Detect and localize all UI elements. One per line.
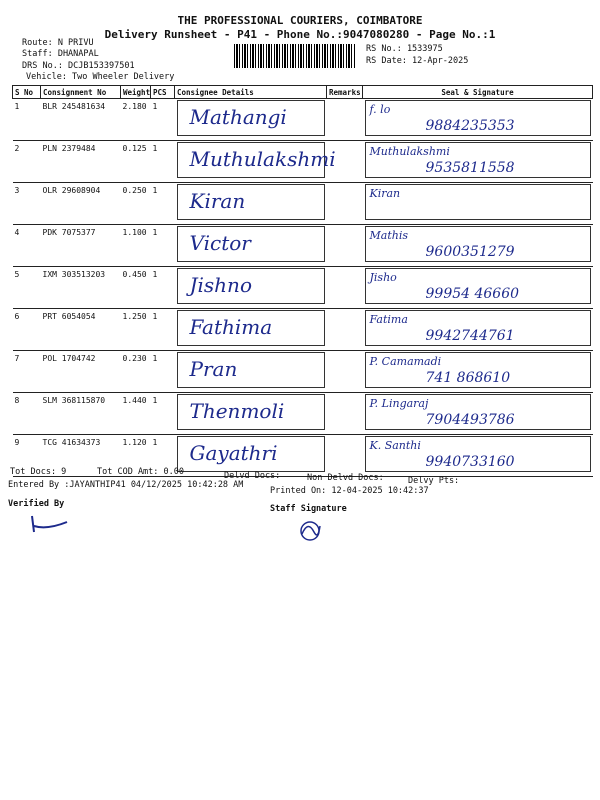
table-header (13, 86, 593, 99)
row-pcs: 1 (151, 183, 175, 225)
row-consignee (175, 225, 327, 267)
row-signature (363, 351, 593, 393)
row-sno: 5 (13, 267, 41, 309)
table-row (13, 183, 593, 225)
consignee-name: Kiran (189, 189, 246, 213)
row-sno: 7 (13, 351, 41, 393)
row-sno: 1 (13, 99, 41, 141)
row-signature (363, 267, 593, 309)
row-pcs: 1 (151, 435, 175, 477)
row-remarks (327, 309, 363, 351)
signature-phone: 9535811558 (425, 160, 515, 176)
consignee-name: Mathangi (189, 105, 287, 129)
signature-phone: 99954 46660 (425, 286, 520, 302)
row-remarks (327, 351, 363, 393)
consignee-name: Muthulakshmi (189, 147, 336, 171)
row-signature (363, 435, 593, 477)
row-consignment-no: PDK 7075377 (41, 225, 121, 267)
row-consignee (175, 99, 327, 141)
staff-signature-mark (290, 516, 330, 546)
staff-signature-label: Staff Signature (270, 504, 347, 514)
row-weight: 0.125 (121, 141, 151, 183)
row-weight: 2.180 (121, 99, 151, 141)
row-consignee (175, 351, 327, 393)
row-consignee (175, 309, 327, 351)
table-row (13, 99, 593, 141)
non-delivered-docs: Non Delvd Docs: (307, 473, 384, 483)
row-signature (363, 225, 593, 267)
row-sno: 4 (13, 225, 41, 267)
row-consignee (175, 183, 327, 225)
row-consignee (175, 267, 327, 309)
col-weight: Weight (121, 86, 151, 99)
col-consignee: Consignee Details (175, 86, 327, 99)
row-remarks (327, 393, 363, 435)
signature-phone: 9884235353 (425, 118, 515, 134)
row-signature (363, 141, 593, 183)
signature-text: Fatima (369, 313, 408, 326)
row-pcs: 1 (151, 351, 175, 393)
row-pcs: 1 (151, 141, 175, 183)
signature-text: Kiran (369, 187, 401, 200)
row-consignee (175, 141, 336, 183)
consignee-name: Jishno (189, 273, 252, 297)
runsheet-subtitle: Delivery Runsheet - P41 - Phone No.:9047080280 - Page No.:1 (104, 28, 496, 41)
total-cod: Tot COD Amt: 0.00 (97, 467, 184, 477)
row-signature (363, 183, 593, 225)
col-pcs: PCS (151, 86, 175, 99)
consignee-name: Pran (189, 357, 238, 381)
route-label: Route: N PRIVU (22, 38, 94, 48)
row-consignment-no: POL 1704742 (41, 351, 121, 393)
row-weight: 1.120 (121, 435, 151, 477)
row-pcs: 1 (151, 309, 175, 351)
rs-number: RS No.: 1533975 (366, 44, 443, 54)
col-remarks: Remarks (327, 86, 363, 99)
rs-date: RS Date: 12-Apr-2025 (366, 56, 469, 66)
row-pcs: 1 (151, 225, 175, 267)
signature-text: P. Camamadi (369, 355, 442, 368)
row-consignment-no: TCG 41634373 (41, 435, 121, 477)
consignee-name: Thenmoli (189, 399, 285, 423)
row-consignee (175, 393, 327, 435)
delivered-docs: Delvd Docs: (224, 471, 281, 481)
row-consignment-no: PLN 2379484 (41, 141, 121, 183)
consignee-name: Fathima (189, 315, 273, 339)
row-sno: 3 (13, 183, 41, 225)
row-consignment-no: PRT 6054054 (41, 309, 121, 351)
signature-phone: 9940733160 (425, 454, 515, 470)
table-row (13, 309, 593, 351)
consignee-name: Gayathri (189, 441, 278, 465)
signature-phone: 7904493786 (425, 412, 515, 428)
col-consignment: Consignment No (41, 86, 121, 99)
consignee-name: Victor (189, 231, 251, 255)
drs-label: DRS No.: DCJB153397501 (22, 61, 135, 71)
total-docs: Tot Docs: 9 (10, 467, 67, 477)
table-row (13, 351, 593, 393)
delivery-points: Delvy Pts: (408, 476, 460, 486)
company-title: THE PROFESSIONAL COURIERS, COIMBATORE (177, 14, 423, 27)
row-remarks (327, 435, 363, 477)
row-weight: 0.450 (121, 267, 151, 309)
row-signature (363, 393, 593, 435)
signature-text: Muthulakshmi (369, 145, 450, 158)
row-signature (363, 309, 593, 351)
row-weight: 0.250 (121, 183, 151, 225)
signature-phone: 9942744761 (425, 328, 515, 344)
row-weight: 1.100 (121, 225, 151, 267)
row-remarks (327, 99, 363, 141)
row-sno: 2 (13, 141, 41, 183)
vehicle-label: Vehicle: Two Wheeler Delivery (26, 72, 175, 82)
row-sno: 6 (13, 309, 41, 351)
signature-text: Jisho (369, 271, 397, 284)
row-pcs: 1 (151, 99, 175, 141)
col-signature: Seal & Signature (363, 86, 593, 99)
row-weight: 1.250 (121, 309, 151, 351)
printed-on: Printed On: 12-04-2025 10:42:37 (270, 486, 429, 496)
row-consignment-no: SLM 368115870 (41, 393, 121, 435)
signature-phone: 741 868610 (425, 370, 511, 386)
staff-label: Staff: DHANAPAL (22, 49, 99, 59)
row-signature (363, 99, 593, 141)
signature-text: f. lo (369, 103, 391, 116)
signature-text: P. Lingaraj (369, 397, 429, 410)
row-pcs: 1 (151, 393, 175, 435)
row-pcs: 1 (151, 267, 175, 309)
verifier-signature-mark (22, 512, 82, 538)
signature-phone: 9600351279 (425, 244, 515, 260)
row-remarks (327, 267, 363, 309)
barcode (234, 44, 356, 68)
row-sno: 9 (13, 435, 41, 477)
row-weight: 1.440 (121, 393, 151, 435)
row-remarks (327, 225, 363, 267)
row-remarks (327, 183, 363, 225)
entered-by: Entered By :JAYANTHIP41 04/12/2025 10:42:28 AM (8, 480, 244, 490)
col-sno: S No (13, 86, 41, 99)
signature-text: Mathis (369, 229, 408, 242)
row-consignment-no: OLR 29608904 (41, 183, 121, 225)
row-consignment-no: BLR 245481634 (41, 99, 121, 141)
signature-text: K. Santhi (369, 439, 421, 452)
table-row (13, 393, 593, 435)
table-row (13, 267, 593, 309)
row-consignment-no: IXM 303513203 (41, 267, 121, 309)
runsheet-table (12, 85, 593, 477)
verified-by: Verified By (8, 499, 65, 509)
table-row (13, 225, 593, 267)
row-sno: 8 (13, 393, 41, 435)
table-row (13, 141, 593, 183)
row-weight: 0.230 (121, 351, 151, 393)
